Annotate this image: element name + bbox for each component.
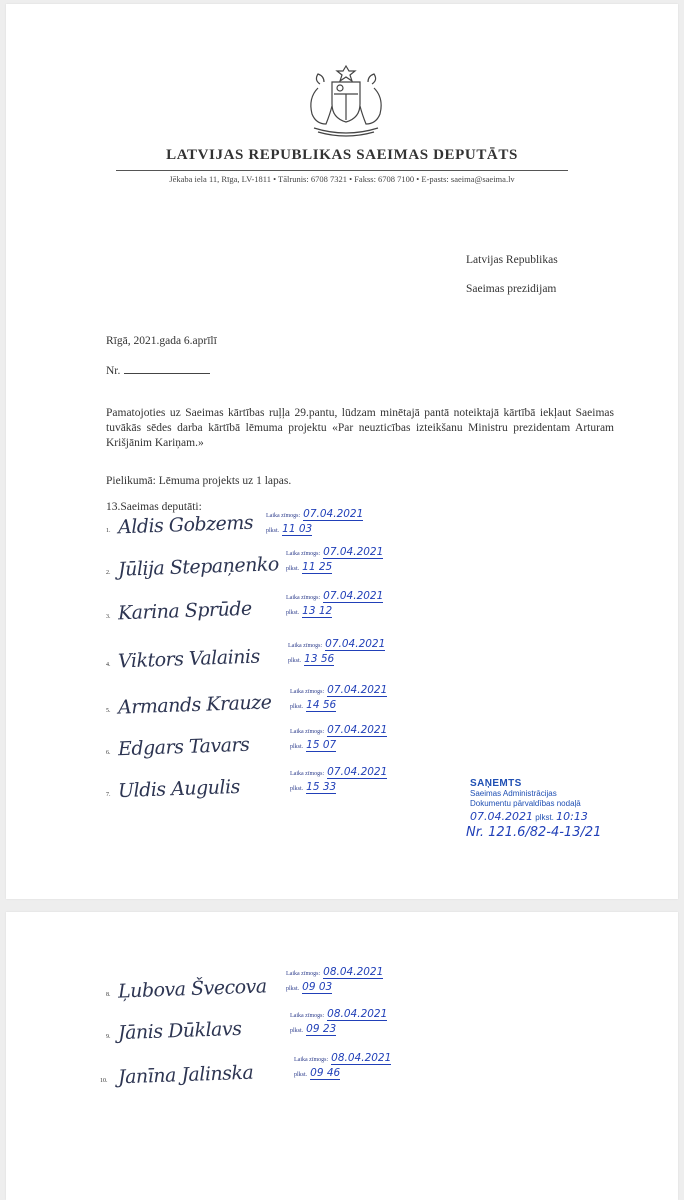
stamp-date: 07.04.2021 bbox=[327, 724, 388, 736]
stamp-date: 07.04.2021 bbox=[303, 508, 364, 520]
signature-name: Aldis Gobzems bbox=[117, 511, 254, 539]
received-time: 10:13 bbox=[556, 810, 588, 823]
stamp-time: 11 03 bbox=[282, 523, 313, 535]
received-stamp-line-1: Saeimas Administrācijas bbox=[470, 789, 557, 798]
stamp-date: 07.04.2021 bbox=[323, 590, 384, 602]
signature-number: 6. bbox=[106, 750, 111, 756]
time-stamp: Laika zīmogs: 07.04.2021 plkst. 13 56 bbox=[288, 638, 386, 665]
signature-number: 5. bbox=[106, 708, 111, 714]
signature-name: Janīna Jalinska bbox=[117, 1061, 254, 1089]
addressee-line-2: Saeimas prezidijam bbox=[466, 283, 557, 295]
stamp-time: 13 56 bbox=[304, 653, 335, 665]
stamp-time: 09 23 bbox=[306, 1023, 337, 1035]
coat-of-arms-emblem bbox=[296, 60, 396, 142]
document-number bbox=[106, 365, 210, 377]
letterhead-contact: Jēkaba iela 11, Rīga, LV-1811 • Tālrunis: 6708 7321 • Fakss: 6708 7100 • E-pasts: saeima@saeima.lv bbox=[169, 174, 515, 184]
signature-number: 4. bbox=[106, 662, 111, 668]
stamp-date: 07.04.2021 bbox=[323, 546, 384, 558]
signatories-heading: 13.Saeimas deputāti: bbox=[106, 501, 202, 513]
signature-name: Ļubova Švecova bbox=[117, 975, 268, 1003]
time-stamp: Laika zīmogs: 07.04.2021 plkst. 11 03 bbox=[266, 508, 364, 535]
time-stamp: Laika zīmogs: 07.04.2021 plkst. 15 07 bbox=[290, 724, 388, 751]
signature-name: Jānis Dūklavs bbox=[117, 1017, 242, 1045]
document-number-label: Nr. bbox=[106, 365, 121, 377]
stamp-date: 07.04.2021 bbox=[327, 684, 388, 696]
stamp-time: 13 12 bbox=[302, 605, 333, 617]
signature-name: Jūlija Stepaņenko bbox=[117, 553, 280, 581]
attachment-note: Pielikumā: Lēmuma projekts uz 1 lapas. bbox=[106, 475, 292, 487]
stamp-time: 14 56 bbox=[306, 699, 337, 711]
signature-number: 9. bbox=[106, 1034, 111, 1040]
stamp-date: 07.04.2021 bbox=[325, 638, 386, 650]
addressee-line-1: Latvijas Republikas bbox=[466, 254, 558, 266]
signature-number: 2. bbox=[106, 570, 111, 576]
stamp-date: 07.04.2021 bbox=[327, 766, 388, 778]
signature-number: 1. bbox=[106, 528, 111, 534]
signature-name: Uldis Augulis bbox=[117, 775, 241, 803]
place-date: Rīgā, 2021.gada 6.aprīlī bbox=[106, 335, 217, 347]
stamp-date: 08.04.2021 bbox=[323, 966, 384, 978]
signature-number: 10. bbox=[100, 1078, 108, 1084]
time-stamp: Laika zīmogs: 08.04.2021 plkst. 09 03 bbox=[286, 966, 384, 993]
signature-number: 8. bbox=[106, 992, 111, 998]
time-stamp: Laika zīmogs: 07.04.2021 plkst. 13 12 bbox=[286, 590, 384, 617]
letterhead-divider bbox=[116, 170, 568, 171]
received-stamp-title: SAŅEMTS bbox=[470, 778, 522, 789]
stamp-time: 09 46 bbox=[310, 1067, 341, 1079]
letterhead-title: LATVIJAS REPUBLIKAS SAEIMAS DEPUTĀTS bbox=[166, 147, 518, 163]
received-registration-number: Nr. 121.6/82-4-13/21 bbox=[466, 825, 602, 840]
time-stamp: Laika zīmogs: 08.04.2021 plkst. 09 46 bbox=[294, 1052, 392, 1079]
signature-name: Viktors Valainis bbox=[117, 645, 261, 673]
time-stamp: Laika zīmogs: 07.04.2021 plkst. 14 56 bbox=[290, 684, 388, 711]
signature-number: 7. bbox=[106, 792, 111, 798]
signature-name: Karina Sprūde bbox=[117, 597, 253, 625]
time-stamp: Laika zīmogs: 07.04.2021 plkst. 11 25 bbox=[286, 546, 384, 573]
document-page-1 bbox=[6, 4, 678, 899]
document-page-2 bbox=[6, 912, 678, 1200]
stamp-date: 08.04.2021 bbox=[331, 1052, 392, 1064]
received-date: 07.04.2021 bbox=[470, 810, 533, 823]
time-stamp: Laika zīmogs: 07.04.2021 plkst. 15 33 bbox=[290, 766, 388, 793]
time-stamp: Laika zīmogs: 08.04.2021 plkst. 09 23 bbox=[290, 1008, 388, 1035]
received-stamp-datetime: 07.04.2021 plkst. 10:13 bbox=[470, 810, 588, 823]
stamp-time: 15 07 bbox=[306, 739, 337, 751]
body-paragraph: Pamatojoties uz Saeimas kārtības ruļļa 29.pantu, lūdzam minētajā pantā noteiktajā kārtībā iekļaut Saeimas tuvākās sēdes darba kārtībā lēmuma projektu «Par neuzticības izteikšanu Ministru prezidentam Arturam Krišjānim Kariņam.» bbox=[106, 407, 614, 449]
stamp-time: 11 25 bbox=[302, 561, 333, 573]
stamp-time: 09 03 bbox=[302, 981, 333, 993]
received-stamp bbox=[466, 778, 670, 840]
stamp-date: 08.04.2021 bbox=[327, 1008, 388, 1020]
received-stamp-line-2: Dokumentu pārvaldības nodaļā bbox=[470, 799, 581, 808]
signature-name: Armands Krauze bbox=[117, 691, 272, 719]
signature-number: 3. bbox=[106, 614, 111, 620]
signature-name: Edgars Tavars bbox=[117, 733, 250, 761]
stamp-time: 15 33 bbox=[306, 781, 337, 793]
